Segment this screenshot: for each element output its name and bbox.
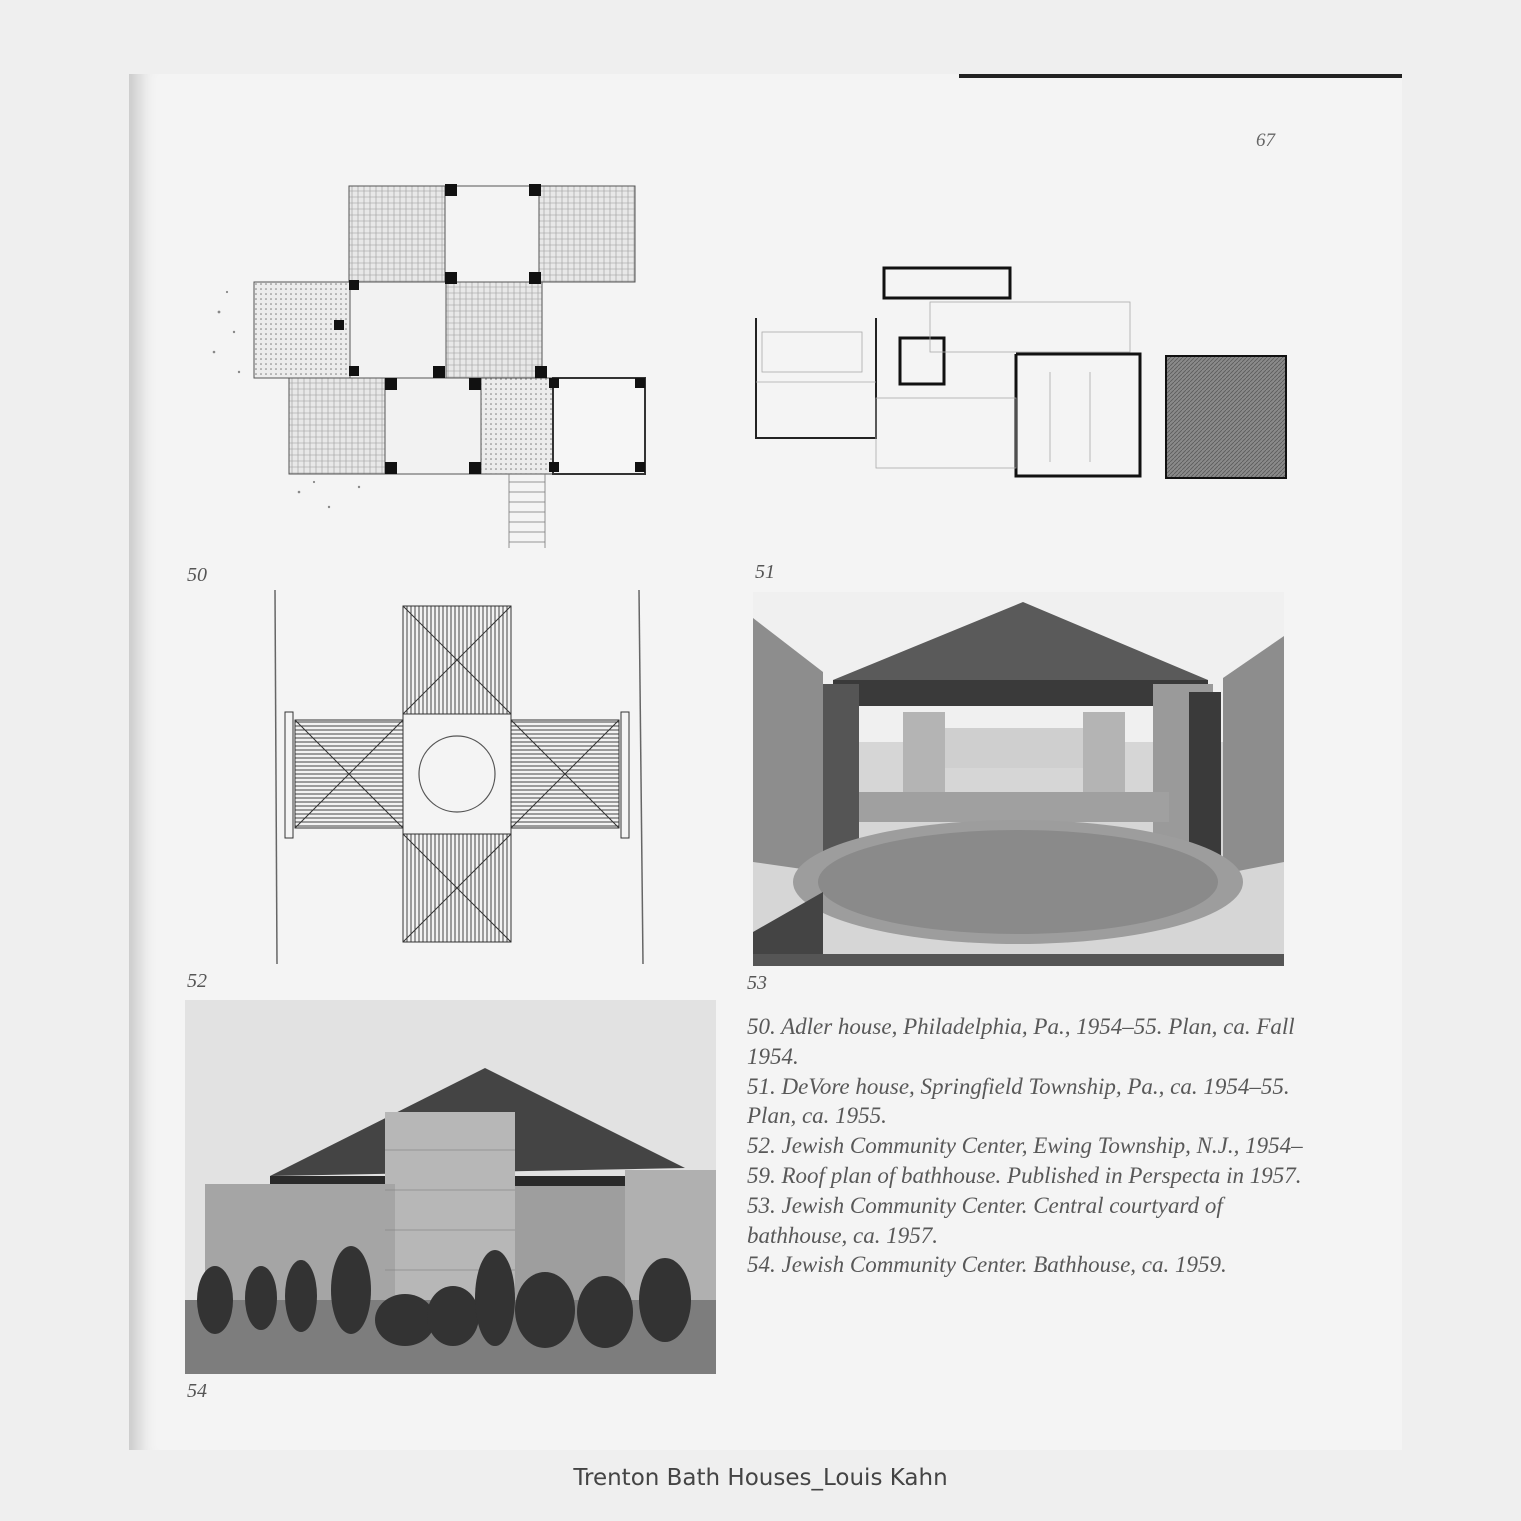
page-edge-shadow — [959, 74, 1402, 78]
figure-captions — [747, 1012, 1307, 1280]
caption-51: 51. DeVore house, Springfield Township, Pa., ca. 1954–55. Plan, ca. 1955. — [747, 1073, 1290, 1129]
image-footer-caption: Trenton Bath Houses_Louis Kahn — [573, 1465, 948, 1491]
figure-label-52: 52 — [187, 970, 207, 992]
caption-50: 50. Adler house, Philadelphia, Pa., 1954–55. Plan, ca. Fall 1954. — [747, 1014, 1295, 1069]
figure-label-54: 54 — [187, 1380, 207, 1402]
figure-54-bathhouse-exterior-photo — [185, 1000, 716, 1374]
figure-label-50: 50 — [187, 564, 207, 586]
figure-label-53: 53 — [747, 972, 767, 994]
page-number: 67 — [1256, 130, 1275, 151]
figure-53-courtyard-photo — [753, 592, 1284, 966]
caption-54: 54. Jewish Community Center. Bathhouse, ca. 1959. — [747, 1252, 1227, 1278]
figure-52-bathhouse-roof-plan — [269, 588, 649, 968]
figure-label-51: 51 — [755, 561, 775, 583]
book-page — [129, 74, 1402, 1450]
caption-53: 53. Jewish Community Center. Central courtyard of bathhouse, ca. 1957. — [747, 1192, 1223, 1248]
figure-51-devore-house-plan — [750, 262, 1290, 492]
figure-50-adler-house-plan — [199, 182, 659, 554]
caption-52: 52. Jewish Community Center, Ewing Township, N.J., 1954–59. Roof plan of bathhouse. Published in Perspecta in 1957. — [747, 1133, 1303, 1188]
